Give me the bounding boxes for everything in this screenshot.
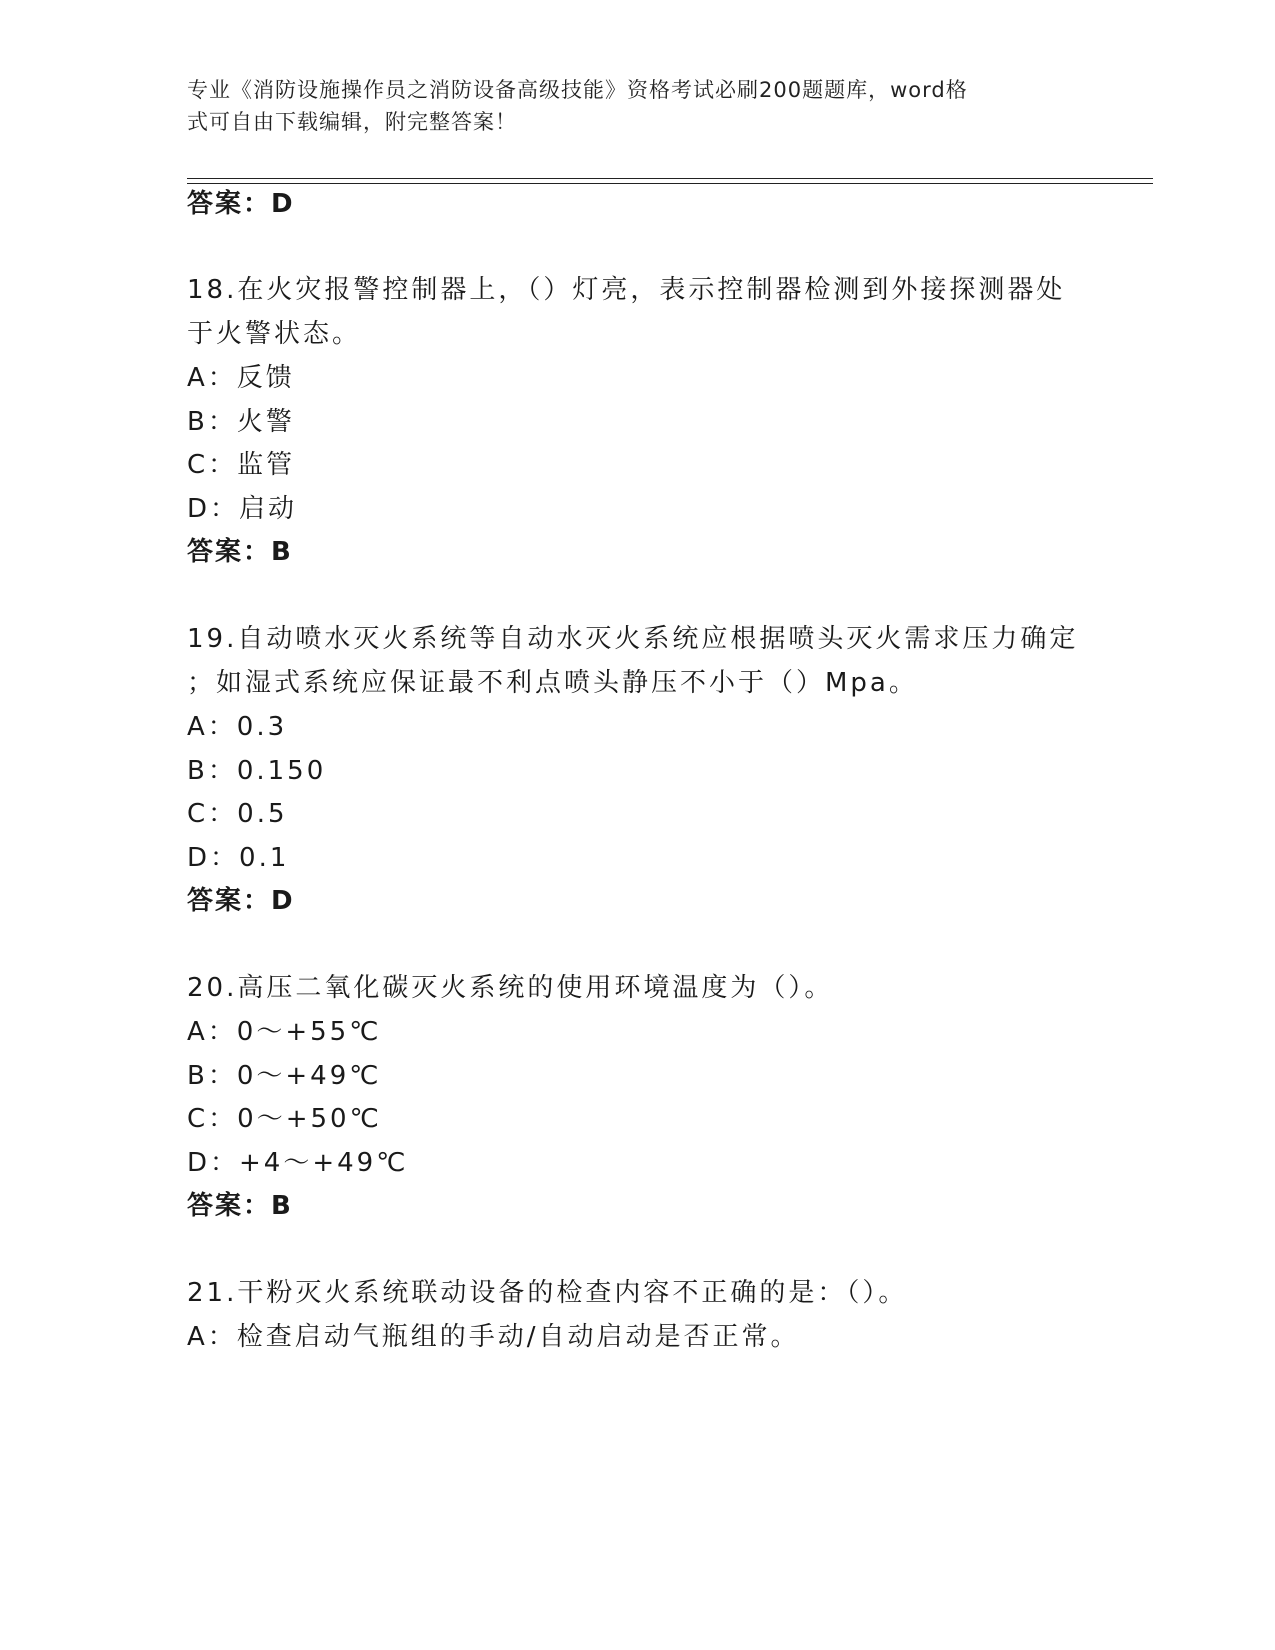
previous-answer: 答案：D [187, 189, 295, 219]
question-20-stem: 20.高压二氧化碳灭火系统的使用环境温度为（）。 [187, 973, 834, 1003]
question-19-answer: 答案：D [187, 886, 295, 916]
question-18-option-a: A：反馈 [187, 363, 295, 393]
question-18-stem-line-1: 18.在火灾报警控制器上，（）灯亮，表示控制器检测到外接探测器处 [187, 275, 1066, 305]
document-header [187, 74, 1067, 138]
header-divider-top [187, 178, 1153, 179]
question-18-answer: 答案：B [187, 537, 293, 567]
question-20-answer: 答案：B [187, 1191, 293, 1221]
question-19-option-c: C：0.5 [187, 799, 288, 829]
question-20-option-c: C：0～+50℃ [187, 1104, 382, 1134]
question-20-option-b: B：0～+49℃ [187, 1061, 382, 1091]
question-21-option-a: A：检查启动气瓶组的手动/自动启动是否正常。 [187, 1322, 800, 1352]
question-20-option-d: D：+4～+49℃ [187, 1148, 409, 1178]
question-18-option-c: C：监管 [187, 450, 296, 480]
question-21-stem: 21.干粉灭火系统联动设备的检查内容不正确的是：（）。 [187, 1278, 908, 1308]
header-divider-bottom [187, 183, 1153, 184]
header-line-2: 式可自由下载编辑，附完整答案！ [187, 110, 517, 134]
question-18-option-b: B：火警 [187, 407, 295, 437]
question-19-stem-line-2: ；如湿式系统应保证最不利点喷头静压不小于（）Mpa。 [187, 668, 918, 698]
question-19-stem-line-1: 19.自动喷水灭火系统等自动水灭火系统应根据喷头灭火需求压力确定 [187, 624, 1079, 654]
question-20-option-a: A：0～+55℃ [187, 1017, 382, 1047]
question-19-option-d: D：0.1 [187, 843, 290, 873]
question-18-option-d: D：启动 [187, 494, 298, 524]
question-19-option-b: B：0.150 [187, 756, 327, 786]
question-19-option-a: A：0.3 [187, 712, 288, 742]
header-line-1: 专业《消防设施操作员之消防设备高级技能》资格考试必刷200题题库，word格 [187, 78, 968, 102]
question-18-stem-line-2: 于火警状态。 [187, 319, 362, 349]
